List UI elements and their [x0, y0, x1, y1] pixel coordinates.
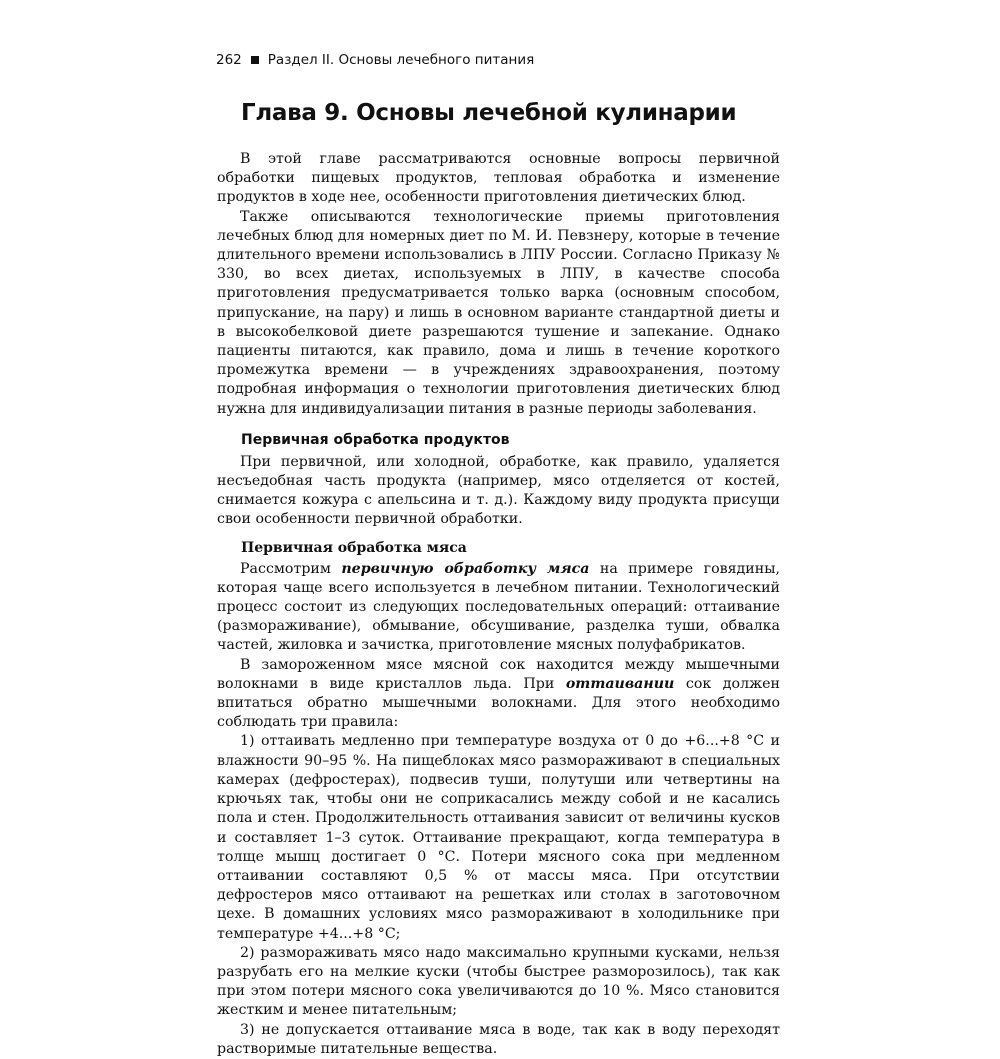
body-text [217, 150, 780, 1059]
rule-item: 3) не допускается оттаивание мяса в воде, так как в воду переходят растворимые питательные вещества. [217, 1021, 780, 1057]
section-heading: Первичная обработка продуктов [241, 431, 510, 448]
emphasized-term: оттаивании [565, 675, 675, 692]
rule-item: 2) размораживать мясо надо максимально крупными кусками, нельзя разрубать его на мелкие куски (чтобы быстрее разморозилось), так как при этом потери мясного сока увеличиваются до 10 %. Мясо становится жестким и менее питательным; [217, 944, 780, 1019]
intro-paragraph: В этой главе рассматриваются основные вопросы первичной обработки пищевых продуктов, тепловая обработка и изменение продуктов в ходе нее, особенности приготовления диетических блюд. [217, 151, 780, 206]
emphasized-term: первичную обработку мяса [341, 560, 590, 577]
text-run: на примере говядины, которая чаще всего используется в лечебном питании. Технологический процесс состоит из следующих последовательных операций: оттаивание (размораживание), обмывание, обсушивание, разделка туши, обвалка частей, жиловка и зачистка, приготовление мясных полуфабрикатов. [217, 560, 780, 654]
text-run: сок должен впитаться обратно мышечными волокнами. Для этого необходимо соблюдать три правила: [217, 675, 780, 731]
chapter-title: Глава 9. Основы лечебной кулинарии [241, 100, 737, 126]
intro-paragraph: Также описываются технологические приемы приготовления лечебных блюд для номерных диет по М. И. Певзнеру, которые в течение длительного времени использовались в ЛПУ России. Согласно Приказу № 330, во всех диетах, используемых в ЛПУ, в качестве способа приготовления предусматривается только варка (основным способом, припускание, на пару) и лишь в основном варианте стандартной диеты и в высокобелковой диете разрешаются тушение и запекание. Однако пациенты питаются, как правило, дома и лишь в течение короткого промежутка времени — в учреждениях здравоохранения, поэтому подробная информация о технологии приготовления диетических блюд нужна для индивидуализации питания в разные периоды заболевания. [217, 208, 780, 417]
rule-item: 1) оттаивать медленно при температуре воздуха от 0 до +6...+8 °С и влажности 90–95 %. На пищеблоках мясо размораживают в специальных камерах (дефростерах), подвесив туши, полутуши или четвертины на крючьях так, чтобы они не соприкасались между собой и не касались пола и стен. Продолжительность оттаивания зависит от величины кусков и составляет 1–3 суток. Оттаивание прекращают, когда температура в толще мышц достигает 0 °С. Потери мясного сока при медленном оттаивании составляют 0,5 % от массы мяса. При отсутствии дефростеров мясо оттаивают на решетках или столах в заготовочном цехе. В домашних условиях мясо размораживают в холодильнике при температуре +4...+8 °С; [217, 733, 780, 942]
section-title: Раздел II. Основы лечебного питания [267, 52, 535, 68]
text-run: В замороженном мясе мясной сок находится между мышечными волокнами в виде кристаллов льда. При [217, 656, 780, 692]
page-number: 262 [216, 52, 242, 68]
square-bullet-icon [251, 56, 259, 64]
subsection-paragraph [217, 560, 780, 656]
running-head [216, 52, 816, 68]
subsection-heading: Первичная обработка мяса [241, 539, 467, 556]
section-paragraph: При первичной, или холодной, обработке, как правило, удаляется несъедобная часть продукта (например, мясо отделяется от костей, снимается кожура с апельсина и т. д.). Каждому виду продукта присущи свои особенности первичной обработки. [217, 453, 780, 528]
subsection-paragraph [217, 656, 780, 733]
text-run: Рассмотрим [240, 560, 342, 577]
